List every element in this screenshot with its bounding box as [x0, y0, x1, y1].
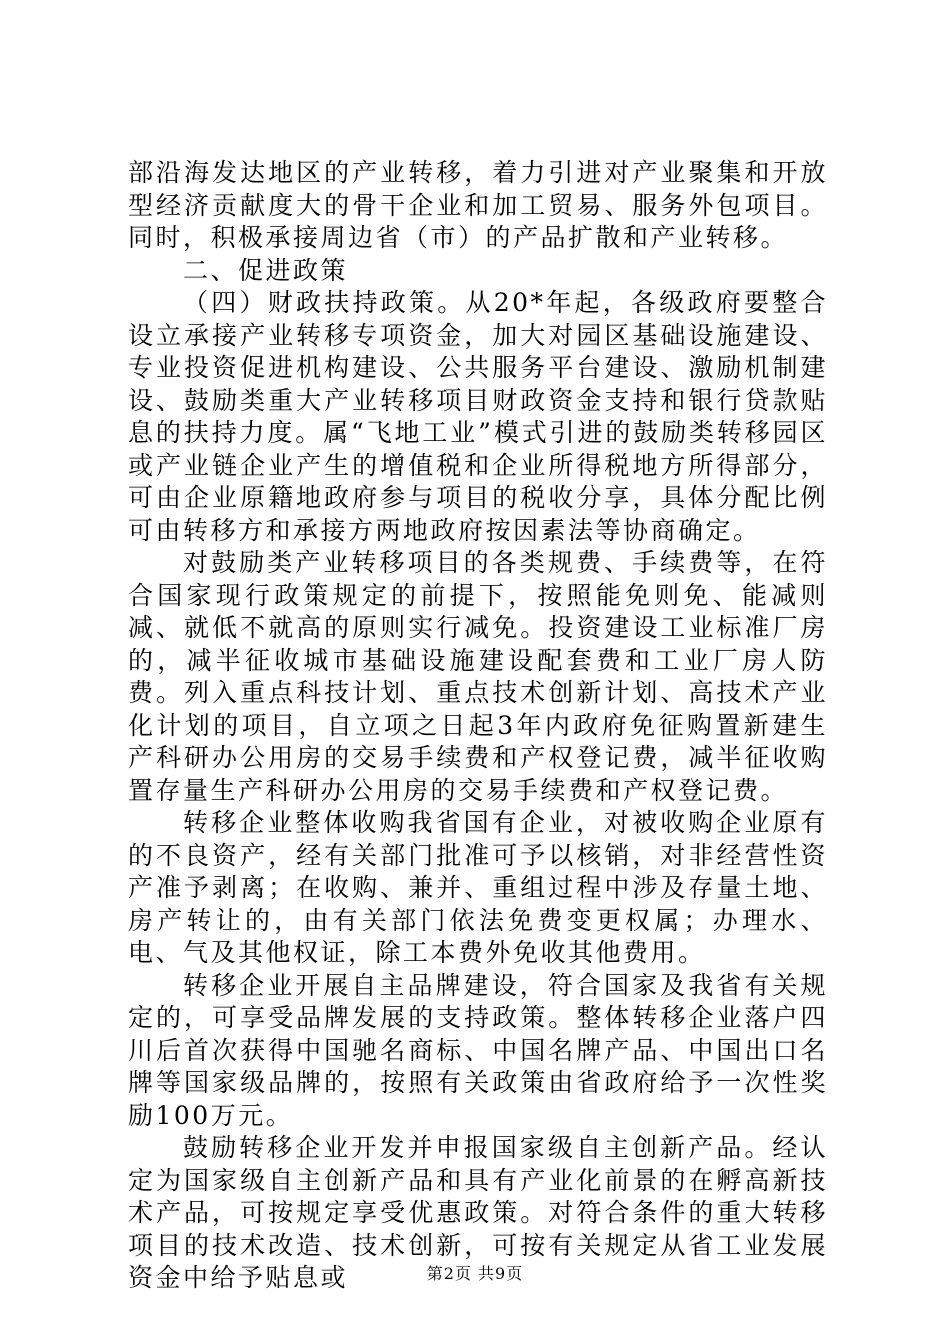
paragraph-fiscal-support: （四）财政扶持政策。从20*年起，各级政府要整合设立承接产业转移专项资金，加大对园区基础设施建设、专业投资促进机构建设、公共服务平台建设、激励机制建设、鼓励类重大产业转移项目财政资金支持和银行贷款贴息的扶持力度。属“飞地工业”模式引进的鼓励类转移园区或产业链企业产生的增值税和企业所得税地方所得部分，可由企业原籍地政府参与项目的税收分享，具体分配比例可由转移方和承接方两地政府按因素法等协商确定。 [128, 288, 828, 545]
paragraph-fee-reduction: 对鼓励类产业转移项目的各类规费、手续费等，在符合国家现行政策规定的前提下，按照能免则免、能减则减、就低不就高的原则实行减免。投资建设工业标准厂房的，减半征收城市基础设施建设配套费和工业厂房人防费。列入重点科技计划、重点技术创新计划、高技术产业化计划的项目，自立项之日起3年内政府免征购置新建生产科研办公用房的交易手续费和产权登记费，减半征收购置存量生产科研办公用房的交易手续费和产权登记费。 [128, 548, 828, 805]
page-footer [0, 1261, 950, 1284]
document-body [128, 157, 828, 1295]
page-indicator: 第2页 共9页 [426, 1264, 524, 1283]
paragraph-continuation: 部沿海发达地区的产业转移，着力引进对产业聚集和开放型经济贡献度大的骨干企业和加工贸易、服务外包项目。同时，积极承接周边省（市）的产品扩散和产业转移。 [128, 158, 828, 252]
paragraph-innovation: 鼓励转移企业开发并申报国家级自主创新产品。经认定为国家级自主创新产品和具有产业化前景的在孵高新技术产品，可按规定享受优惠政策。对符合条件的重大转移项目的技术改造、技术创新，可按有关规定从省工业发展资金中给予贴息或 [128, 1133, 828, 1292]
paragraph-acquisition: 转移企业整体收购我省国有企业，对被收购企业原有的不良资产，经有关部门批准可予以核销，对非经营性资产准予剥离；在收购、兼并、重组过程中涉及存量土地、房产转让的，由有关部门依法免费变更权属；办理水、电、气及其他权证，除工本费外免收其他费用。 [128, 808, 828, 967]
paragraph-brand-building: 转移企业开展自主品牌建设，符合国家及我省有关规定的，可享受品牌发展的支持政策。整体转移企业落户四川后首次获得中国驰名商标、中国名牌产品、中国出口名牌等国家级品牌的，按照有关政策由省政府给予一次性奖励100万元。 [128, 970, 828, 1130]
section-heading: 二、促进政策 [183, 255, 349, 285]
